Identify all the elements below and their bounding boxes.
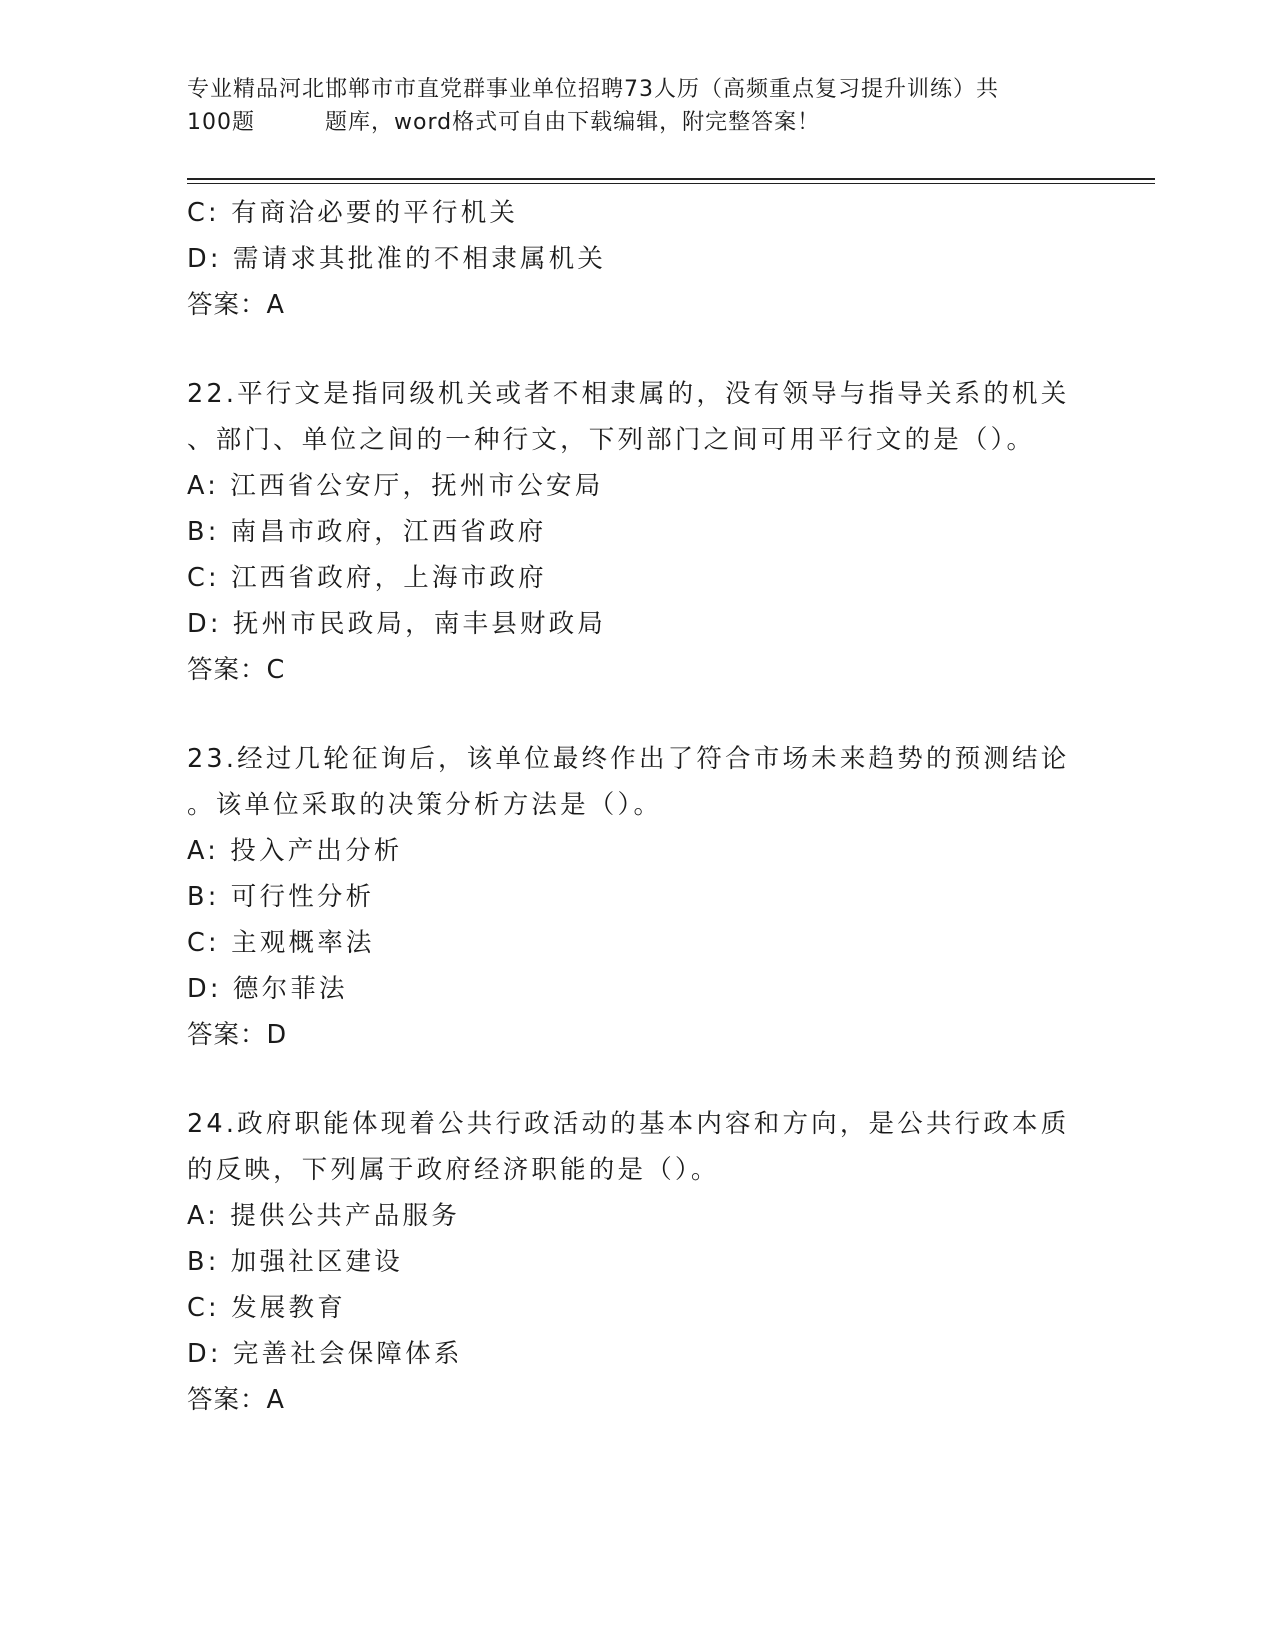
header-description: 题库，word格式可自由下载编辑，附完整答案！ [325, 110, 821, 135]
answer-line: 答案：C [187, 655, 286, 685]
option-d: D: 需请求其批准的不相隶属机关 [187, 244, 607, 274]
option-b: B: 可行性分析 [187, 882, 375, 912]
page-header [187, 73, 1087, 139]
option-b: B: 南昌市政府，江西省政府 [187, 517, 547, 547]
option-b: B: 加强社区建设 [187, 1247, 403, 1277]
option-d: D: 德尔菲法 [187, 974, 348, 1004]
question-22 [187, 371, 1087, 693]
question-23 [187, 736, 1087, 1058]
header-title-line1: 专业精品河北邯郸市市直党群事业单位招聘73人历（高频重点复习提升训练）共 [187, 77, 999, 102]
question-text-line1: 23.经过几轮征询后，该单位最终作出了符合市场未来趋势的预测结论 [187, 744, 1070, 774]
option-c: C: 发展教育 [187, 1293, 346, 1323]
option-d: D: 抚州市民政局，南丰县财政局 [187, 609, 607, 639]
header-title-line2 [187, 106, 1087, 139]
question-text-line1: 24.政府职能体现着公共行政活动的基本内容和方向，是公共行政本质 [187, 1109, 1070, 1139]
option-c: C: 有商洽必要的平行机关 [187, 198, 519, 228]
question-list [187, 190, 1087, 1423]
option-c: C: 江西省政府，上海市政府 [187, 563, 547, 593]
option-a: A: 提供公共产品服务 [187, 1201, 460, 1231]
answer-line: 答案：A [187, 290, 285, 320]
question-text-line2: 、部门、单位之间的一种行文，下列部门之间可用平行文的是（）。 [187, 425, 1036, 455]
option-a: A: 江西省公安厅，抚州市公安局 [187, 471, 604, 501]
prev-question-tail [187, 190, 1087, 328]
question-text-line1: 22.平行文是指同级机关或者不相隶属的，没有领导与指导关系的机关 [187, 379, 1070, 409]
header-divider-thick [187, 178, 1155, 180]
answer-line: 答案：A [187, 1385, 285, 1415]
option-c: C: 主观概率法 [187, 928, 375, 958]
option-d: D: 完善社会保障体系 [187, 1339, 463, 1369]
header-question-count: 100题 [187, 110, 255, 135]
option-a: A: 投入产出分析 [187, 836, 403, 866]
question-text-line2: 。该单位采取的决策分析方法是（）。 [187, 790, 663, 820]
question-24 [187, 1101, 1087, 1423]
header-divider-thin [187, 183, 1155, 184]
answer-line: 答案：D [187, 1020, 288, 1050]
question-text-line2: 的反映，下列属于政府经济职能的是（）。 [187, 1155, 720, 1185]
